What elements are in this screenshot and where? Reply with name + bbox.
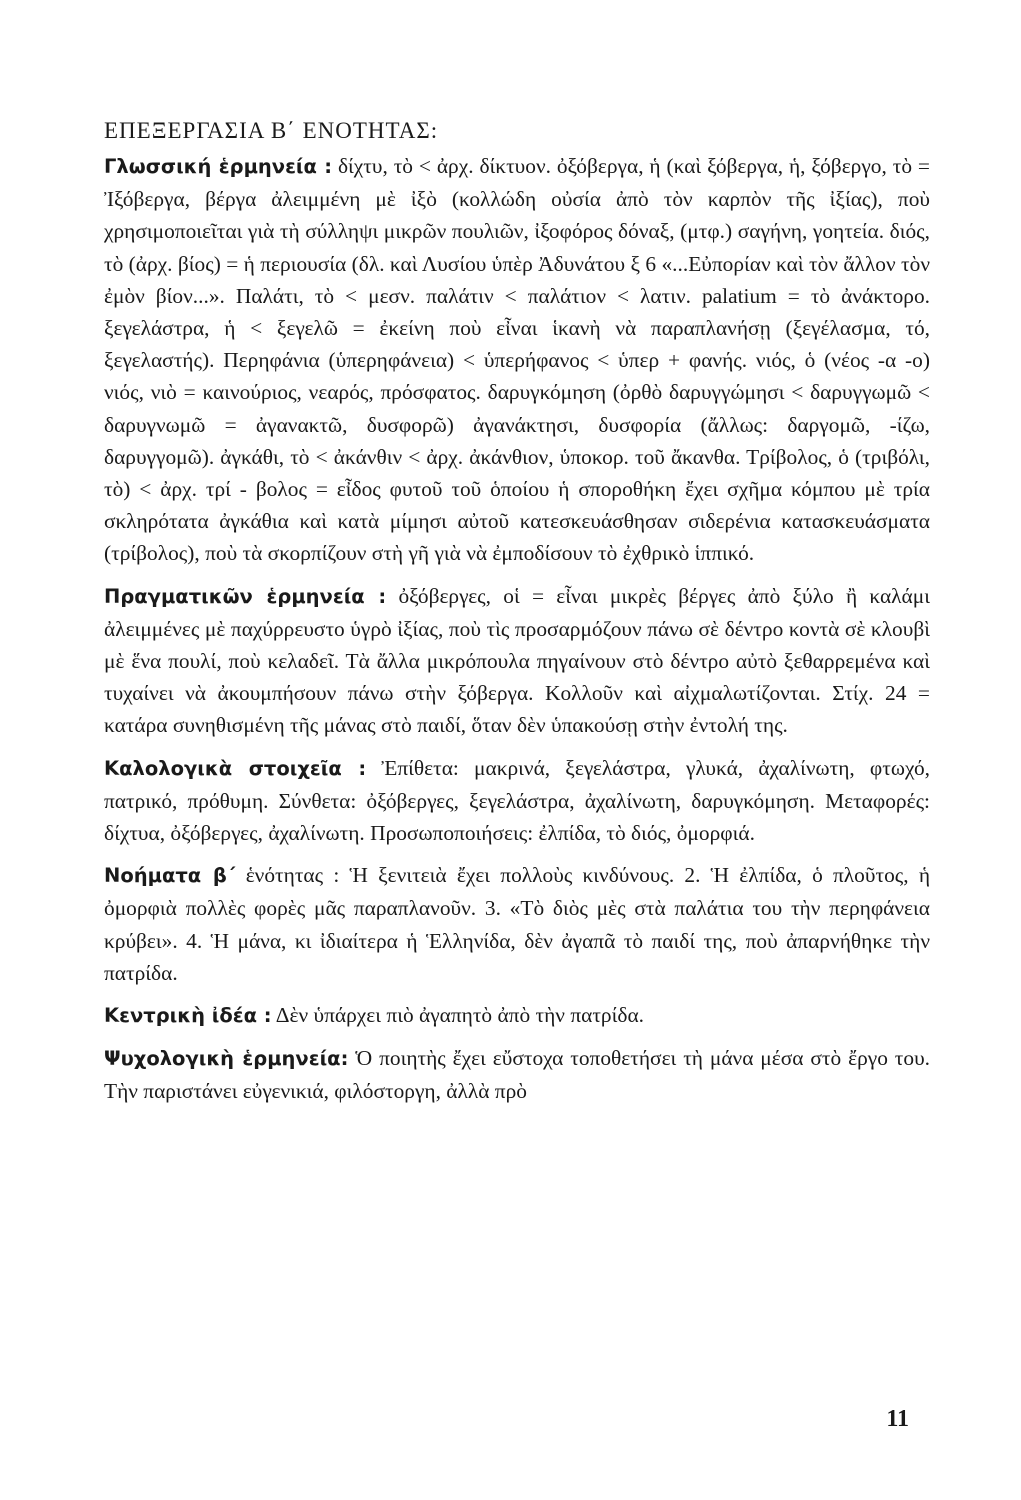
psychological-interpretation-paragraph	[104, 1042, 930, 1107]
factual-interpretation-paragraph	[104, 580, 930, 742]
section-heading: ΕΠΕΞΕΡΓΑΣΙΑ Β΄ ΕΝΟΤΗΤΑΣ:	[104, 118, 439, 143]
meanings-paragraph	[104, 859, 930, 989]
glossary-label: Γλωσσική ἑρμηνεία :	[104, 155, 333, 178]
central-idea-text: Δὲν ὑπάρχει πιὸ ἀγαπητὸ ἀπὸ τὴν πατρίδα.	[275, 1003, 644, 1028]
stylistic-elements-paragraph	[104, 752, 930, 850]
page-number: 11	[886, 1406, 909, 1432]
meanings-text: ἑνότητας : Ἡ ξενιτειὰ ἔχει πολλοὺς κινδύνους. 2. Ἡ ἐλπίδα, ὁ πλοῦτος, ἡ ὀμορφιὰ πολλὲς φορὲς μᾶς παραπλανοῦν. 3. «Τὸ διὸς μὲς στὰ παλάτια του τὴν περηφάνεια κρύβει». 4. Ἡ μάνα, κι ἰδιαίτερα ἡ Ἑλληνίδα, δὲν ἀγαπᾶ τὸ παιδί της, ποὺ ἀπαρνήθηκε τὴν πατρίδα.	[104, 863, 931, 985]
factual-interpretation-text: ὀξόβεργες, οἱ = εἶναι μικρὲς βέργες ἀπὸ ξύλο ἢ καλάμι ἀλειμμένες μὲ παχύρρευστο ὑγρὸ ἰξίας, ποὺ τὶς προσαρμόζουν πάνω σὲ δέντρο κοντὰ σὲ κλουβὶ μὲ ἕνα πουλί, ποὺ κελαδεῖ. Τὰ ἄλλα μικρόπουλα πηγαίνουν στὸ δέντρο αὐτὸ ξεθαρρεμένα καὶ τυχαίνει νὰ ἀκουμπήσουν πάνω στὴν ξόβεργα. Κολλοῦν καὶ αἰχμαλωτίζονται. Στίχ. 24 = κατάρα συνηθισμένη τῆς μάνας στὸ παιδί, ὅταν δὲν ὑπακούσῃ στὴν ἐντολή της.	[104, 583, 930, 738]
glossary-paragraph	[104, 150, 930, 570]
meanings-label: Νοήματα β΄	[104, 864, 236, 888]
stylistic-elements-label: Καλολογικὰ στοιχεῖα :	[104, 756, 367, 780]
stylistic-elements-text: Ἐπίθετα: μακρινά, ξεγελάστρα, γλυκά, ἀχαλίνωτη, φτωχό, πατρικό, πρόθυμη. Σύνθετα: ὀξόβεργες, ξεγελάστρα, ἀχαλίνωτη, δαρυγκόμηση. Μεταφορές: δίχτυα, ὀξόβεργες, ἀχαλίνωτη. Προσωποποιήσεις: ἐλπίδα, τὸ διός, ὀμορφιά.	[104, 755, 931, 846]
factual-interpretation-label: Πραγματικῶν ἑρμηνεία :	[104, 584, 387, 608]
central-idea-paragraph	[104, 999, 930, 1032]
central-idea-label: Κεντρικὴ ἰδέα :	[104, 1004, 272, 1028]
document-page	[104, 118, 930, 1118]
psychological-interpretation-label: Ψυχολογικὴ ἑρμηνεία:	[104, 1047, 349, 1071]
glossary-text: δίχτυ, τὸ < ἀρχ. δίκτυον. ὀξόβεργα, ἡ (καὶ ξόβεργα, ἡ, ξόβεργο, τὸ = Ἰξόβεργα, βέργα ἀλειμμένη μὲ ἰξὸ (κολλώδη οὐσία ἀπὸ τὸν καρπὸν τῆς ἰξίας), ποὺ χρησιμοποιεῖται γιὰ τὴ σύλληψι μικρῶν πουλιῶν, ἰξοφόρος δόναξ, (μτφ.) σαγήνη, γοητεία. διός, τὸ (ἀρχ. βίος) = ἡ περιουσία (δλ. καὶ Λυσίου ὑπὲρ Ἀδυνάτου ξ 6 «...Εὐπορίαν καὶ τὸν ἄλλον τὸν ἐμὸν βίον...». Παλάτι, τὸ < μεσν. παλάτιν < παλάτιον < λατιν. palatium = τὸ ἀνάκτορο. ξεγελάστρα, ἡ < ξεγελῶ = ἐκείνη ποὺ εἶναι ἱκανὴ νὰ παραπλανήσῃ (ξεγέλασμα, τό, ξεγελαστής). Περηφάνια (ὑπερηφάνεια) < ὑπερήφανος < ὑπερ + φανής. νιός, ὁ (νέος -α -ο) νιός, νιὸ = καινούριος, νεαρός, πρόσφατος. δαρυγκόμηση (ὀρθὸ δαρυγγώμησι < δαρυγγωμῶ < δαρυγνωμῶ = ἀγανακτῶ, δυσφορῶ) ἀγανάκτησι, δυσφορία (ἄλλως: δαργομῶ, -ίζω, δαρυγγομῶ). ἀγκάθι, τὸ < ἀκάνθιν < ἀρχ. ἀκάνθιον, ὑποκορ. τοῦ ἄκανθα. Τρίβολος, ὁ (τριβόλι, τὸ) < ἀρχ. τρί - βολος = εἶδος φυτοῦ τοῦ ὁποίου ἡ σποροθήκη ἔχει σχῆμα κόμπου μὲ τρία σκληρότατα ἀγκάθια καὶ κατὰ μίμησι αὐτοῦ κατεσκευάσθησαν σιδερένια κατασκευάσματα (τρίβολος), ποὺ τὰ σκορπίζουν στὴ γῆ γιὰ νὰ ἐμποδίσουν τὸ ἐχθρικὸ ἱππικό.	[104, 154, 930, 566]
psychological-interpretation-text: Ὁ ποιητὴς ἔχει εὔστοχα τοποθετήσει τὴ μάνα μέσα στὸ ἔργο του. Τὴν παριστάνει εὐγενικιά, φιλόστοργη, ἀλλὰ πρὸ	[104, 1046, 931, 1104]
